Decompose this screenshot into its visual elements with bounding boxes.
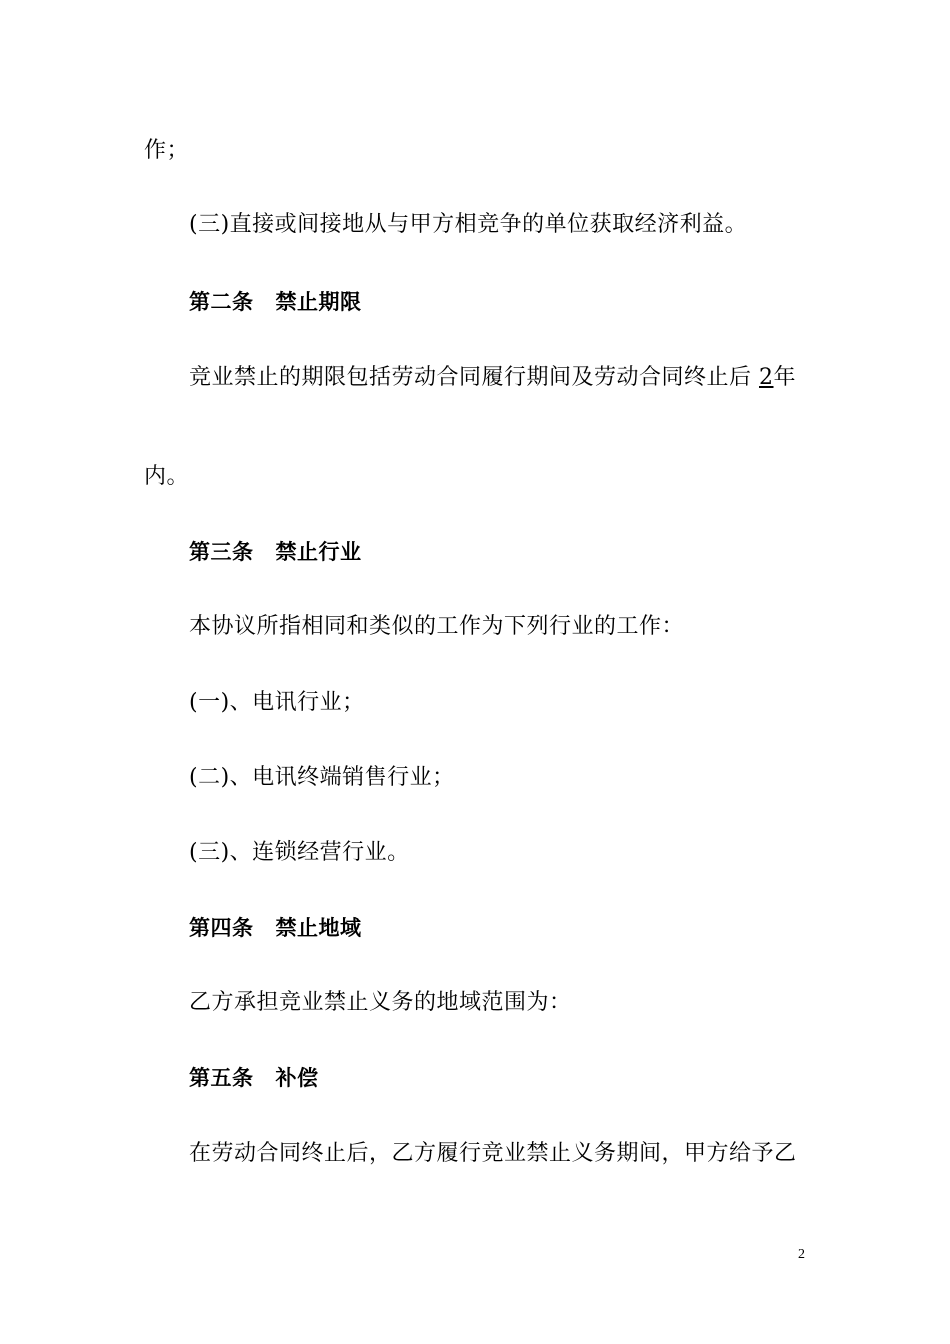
line-text: 内。 [144, 464, 190, 489]
line-text: 竞业禁止的期限包括劳动合同履行期间及劳动合同终止后 [189, 365, 759, 390]
compensation-paragraph [189, 1139, 797, 1169]
line-text: (二)、电讯终端销售行业； [189, 765, 455, 790]
line-text: 作； [144, 138, 190, 163]
line-text: 年 [773, 365, 797, 390]
term-paragraph [189, 363, 796, 393]
industry-item-3 [189, 838, 410, 868]
line-text: 本协议所指相同和类似的工作为下列行业的工作： [189, 614, 685, 639]
article-number: 第四条 [189, 916, 254, 940]
line-text: (一)、电讯行业； [189, 690, 365, 715]
article-title: 禁止地域 [275, 916, 362, 940]
article-title: 补偿 [275, 1066, 319, 1090]
paragraph-continuation [144, 136, 189, 166]
line-text: (三)直接或间接地从与甲方相竞争的单位获取经济利益。 [189, 212, 748, 237]
article-heading-2 [189, 287, 362, 317]
line-text: (三)、连锁经营行业。 [189, 840, 410, 865]
industry-item-2 [189, 763, 455, 793]
article-title: 禁止行业 [275, 540, 362, 564]
line-text: 在劳动合同终止后，乙方履行竞业禁止义务期间，甲方给予乙 [189, 1141, 797, 1166]
article-title: 禁止期限 [275, 290, 362, 314]
term-paragraph-end [144, 462, 189, 492]
industry-intro [189, 612, 684, 642]
page-number: 2 [798, 1247, 805, 1262]
article-heading-3 [189, 537, 362, 567]
article-number: 第五条 [189, 1066, 254, 1090]
article-number: 第二条 [189, 290, 254, 314]
term-years-field: 2 [759, 365, 774, 390]
clause-item-three [189, 210, 747, 240]
article-heading-5 [189, 1063, 319, 1093]
region-paragraph [189, 988, 572, 1018]
article-heading-4 [189, 913, 362, 943]
line-text: 乙方承担竞业禁止义务的地域范围为： [189, 990, 572, 1015]
industry-item-1 [189, 688, 365, 718]
article-number: 第三条 [189, 540, 254, 564]
